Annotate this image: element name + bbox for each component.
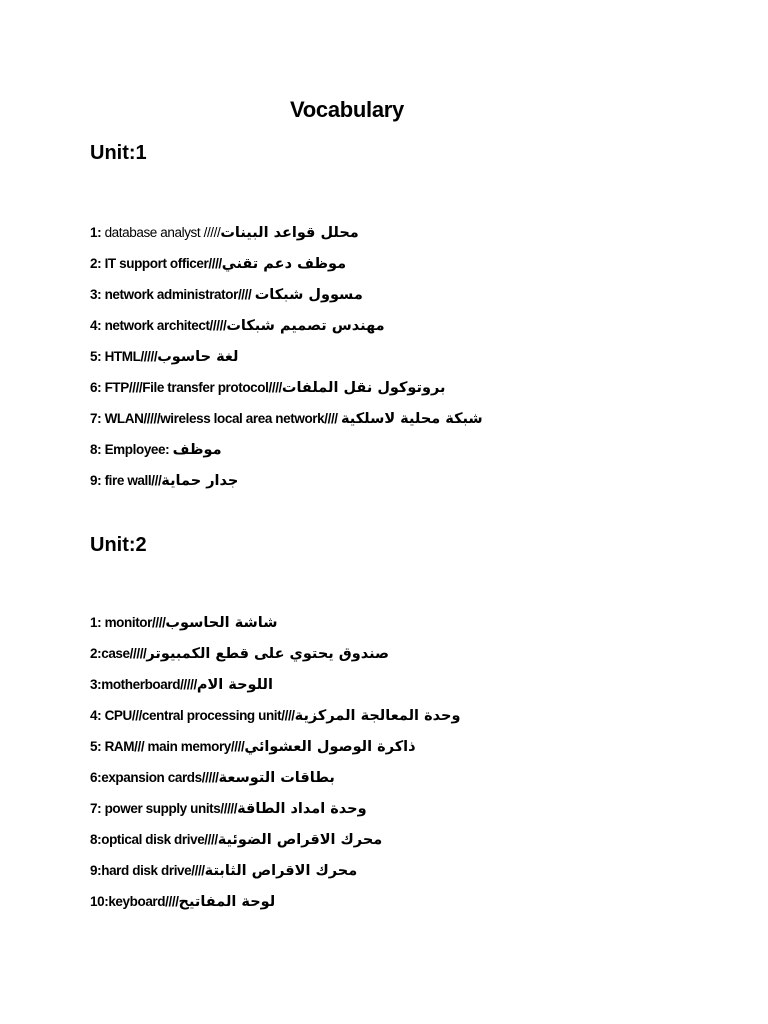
english-term: database analyst ///// (101, 225, 221, 240)
arabic-term: موظف دعم تقني (221, 256, 347, 272)
vocab-item (90, 251, 483, 282)
english-term: hard disk drive//// (101, 863, 205, 878)
item-number: 1: (90, 615, 102, 630)
vocab-item (90, 703, 460, 734)
vocab-item (90, 672, 460, 703)
item-number: 5: (90, 349, 102, 364)
arabic-term: لوحة المفاتيح (178, 894, 276, 910)
item-number: 4: (90, 708, 102, 723)
vocab-item (90, 858, 460, 889)
unit-1-heading: Unit:1 (90, 142, 147, 164)
english-term: CPU///central processing unit//// (101, 708, 295, 723)
arabic-term: موظف (172, 442, 222, 458)
english-term: RAM/// main memory//// (101, 739, 245, 754)
vocab-item (90, 734, 460, 765)
english-term: monitor//// (101, 615, 166, 630)
item-number: 8: (90, 442, 102, 457)
item-number: 2: (90, 646, 102, 661)
english-term: Employee: (101, 442, 173, 457)
english-term: case///// (101, 646, 147, 661)
item-number: 7: (90, 801, 102, 816)
unit-1-vocab-list (90, 220, 483, 499)
item-number: 7: (90, 411, 102, 426)
arabic-term: مسوول شبكات (254, 287, 363, 303)
vocab-item (90, 282, 483, 313)
item-number: 1: (90, 225, 102, 240)
vocab-item (90, 610, 460, 641)
arabic-term: بروتوكول نقل الملفات (281, 380, 446, 396)
item-number: 6: (90, 770, 102, 785)
item-number: 5: (90, 739, 102, 754)
vocab-item (90, 889, 460, 920)
english-term: HTML///// (101, 349, 158, 364)
item-number: 2: (90, 256, 102, 271)
arabic-term: محلل قواعد البينات (220, 225, 359, 241)
english-term: network architect///// (101, 318, 227, 333)
arabic-term: بطاقات التوسعة (218, 770, 335, 786)
arabic-term: شاشة الحاسوب (165, 615, 278, 631)
english-term: keyboard//// (108, 894, 179, 909)
english-term: optical disk drive//// (101, 832, 218, 847)
unit-2-vocab-list (90, 610, 460, 920)
vocab-item (90, 344, 483, 375)
arabic-term: صندوق يحتوي على قطع الكمبيوتر (146, 646, 390, 662)
english-term: power supply units///// (101, 801, 238, 816)
vocab-item (90, 375, 483, 406)
arabic-term: محرك الاقراص الثابتة (204, 863, 358, 879)
vocab-item (90, 796, 460, 827)
arabic-term: جدار حماية (161, 473, 239, 489)
english-term: motherboard///// (101, 677, 197, 692)
arabic-term: مهندس تصميم شبكات (226, 318, 385, 334)
arabic-term: وحدة المعالجة المركزية (294, 708, 461, 724)
english-term: WLAN/////wireless local area network//// (101, 411, 342, 426)
arabic-term: ذاكرة الوصول العشوائي (244, 739, 416, 755)
vocab-item (90, 437, 483, 468)
english-term: expansion cards///// (101, 770, 219, 785)
arabic-term: اللوحة الام (196, 677, 273, 693)
english-term: network administrator//// (101, 287, 255, 302)
item-number: 3: (90, 677, 102, 692)
arabic-term: محرك الاقراص الضوئية (217, 832, 383, 848)
item-number: 6: (90, 380, 102, 395)
vocab-item (90, 406, 483, 437)
vocab-item (90, 468, 483, 499)
item-number: 3: (90, 287, 102, 302)
english-term: FTP////File transfer protocol//// (101, 380, 282, 395)
vocab-item (90, 641, 460, 672)
item-number: 9: (90, 863, 102, 878)
vocab-item (90, 313, 483, 344)
vocab-item (90, 765, 460, 796)
english-term: IT support officer//// (101, 256, 222, 271)
item-number: 9: (90, 473, 102, 488)
vocab-item (90, 827, 460, 858)
unit-2-heading: Unit:2 (90, 534, 147, 556)
document-title: Vocabulary (290, 97, 404, 122)
vocab-item (90, 220, 483, 251)
arabic-term: وحدة امداد الطاقة (237, 801, 367, 817)
arabic-term: شبكة محلية لاسلكية (341, 411, 483, 427)
item-number: 10: (90, 894, 109, 909)
item-number: 4: (90, 318, 102, 333)
item-number: 8: (90, 832, 102, 847)
english-term: fire wall/// (101, 473, 162, 488)
arabic-term: لغة حاسوب (157, 349, 239, 365)
